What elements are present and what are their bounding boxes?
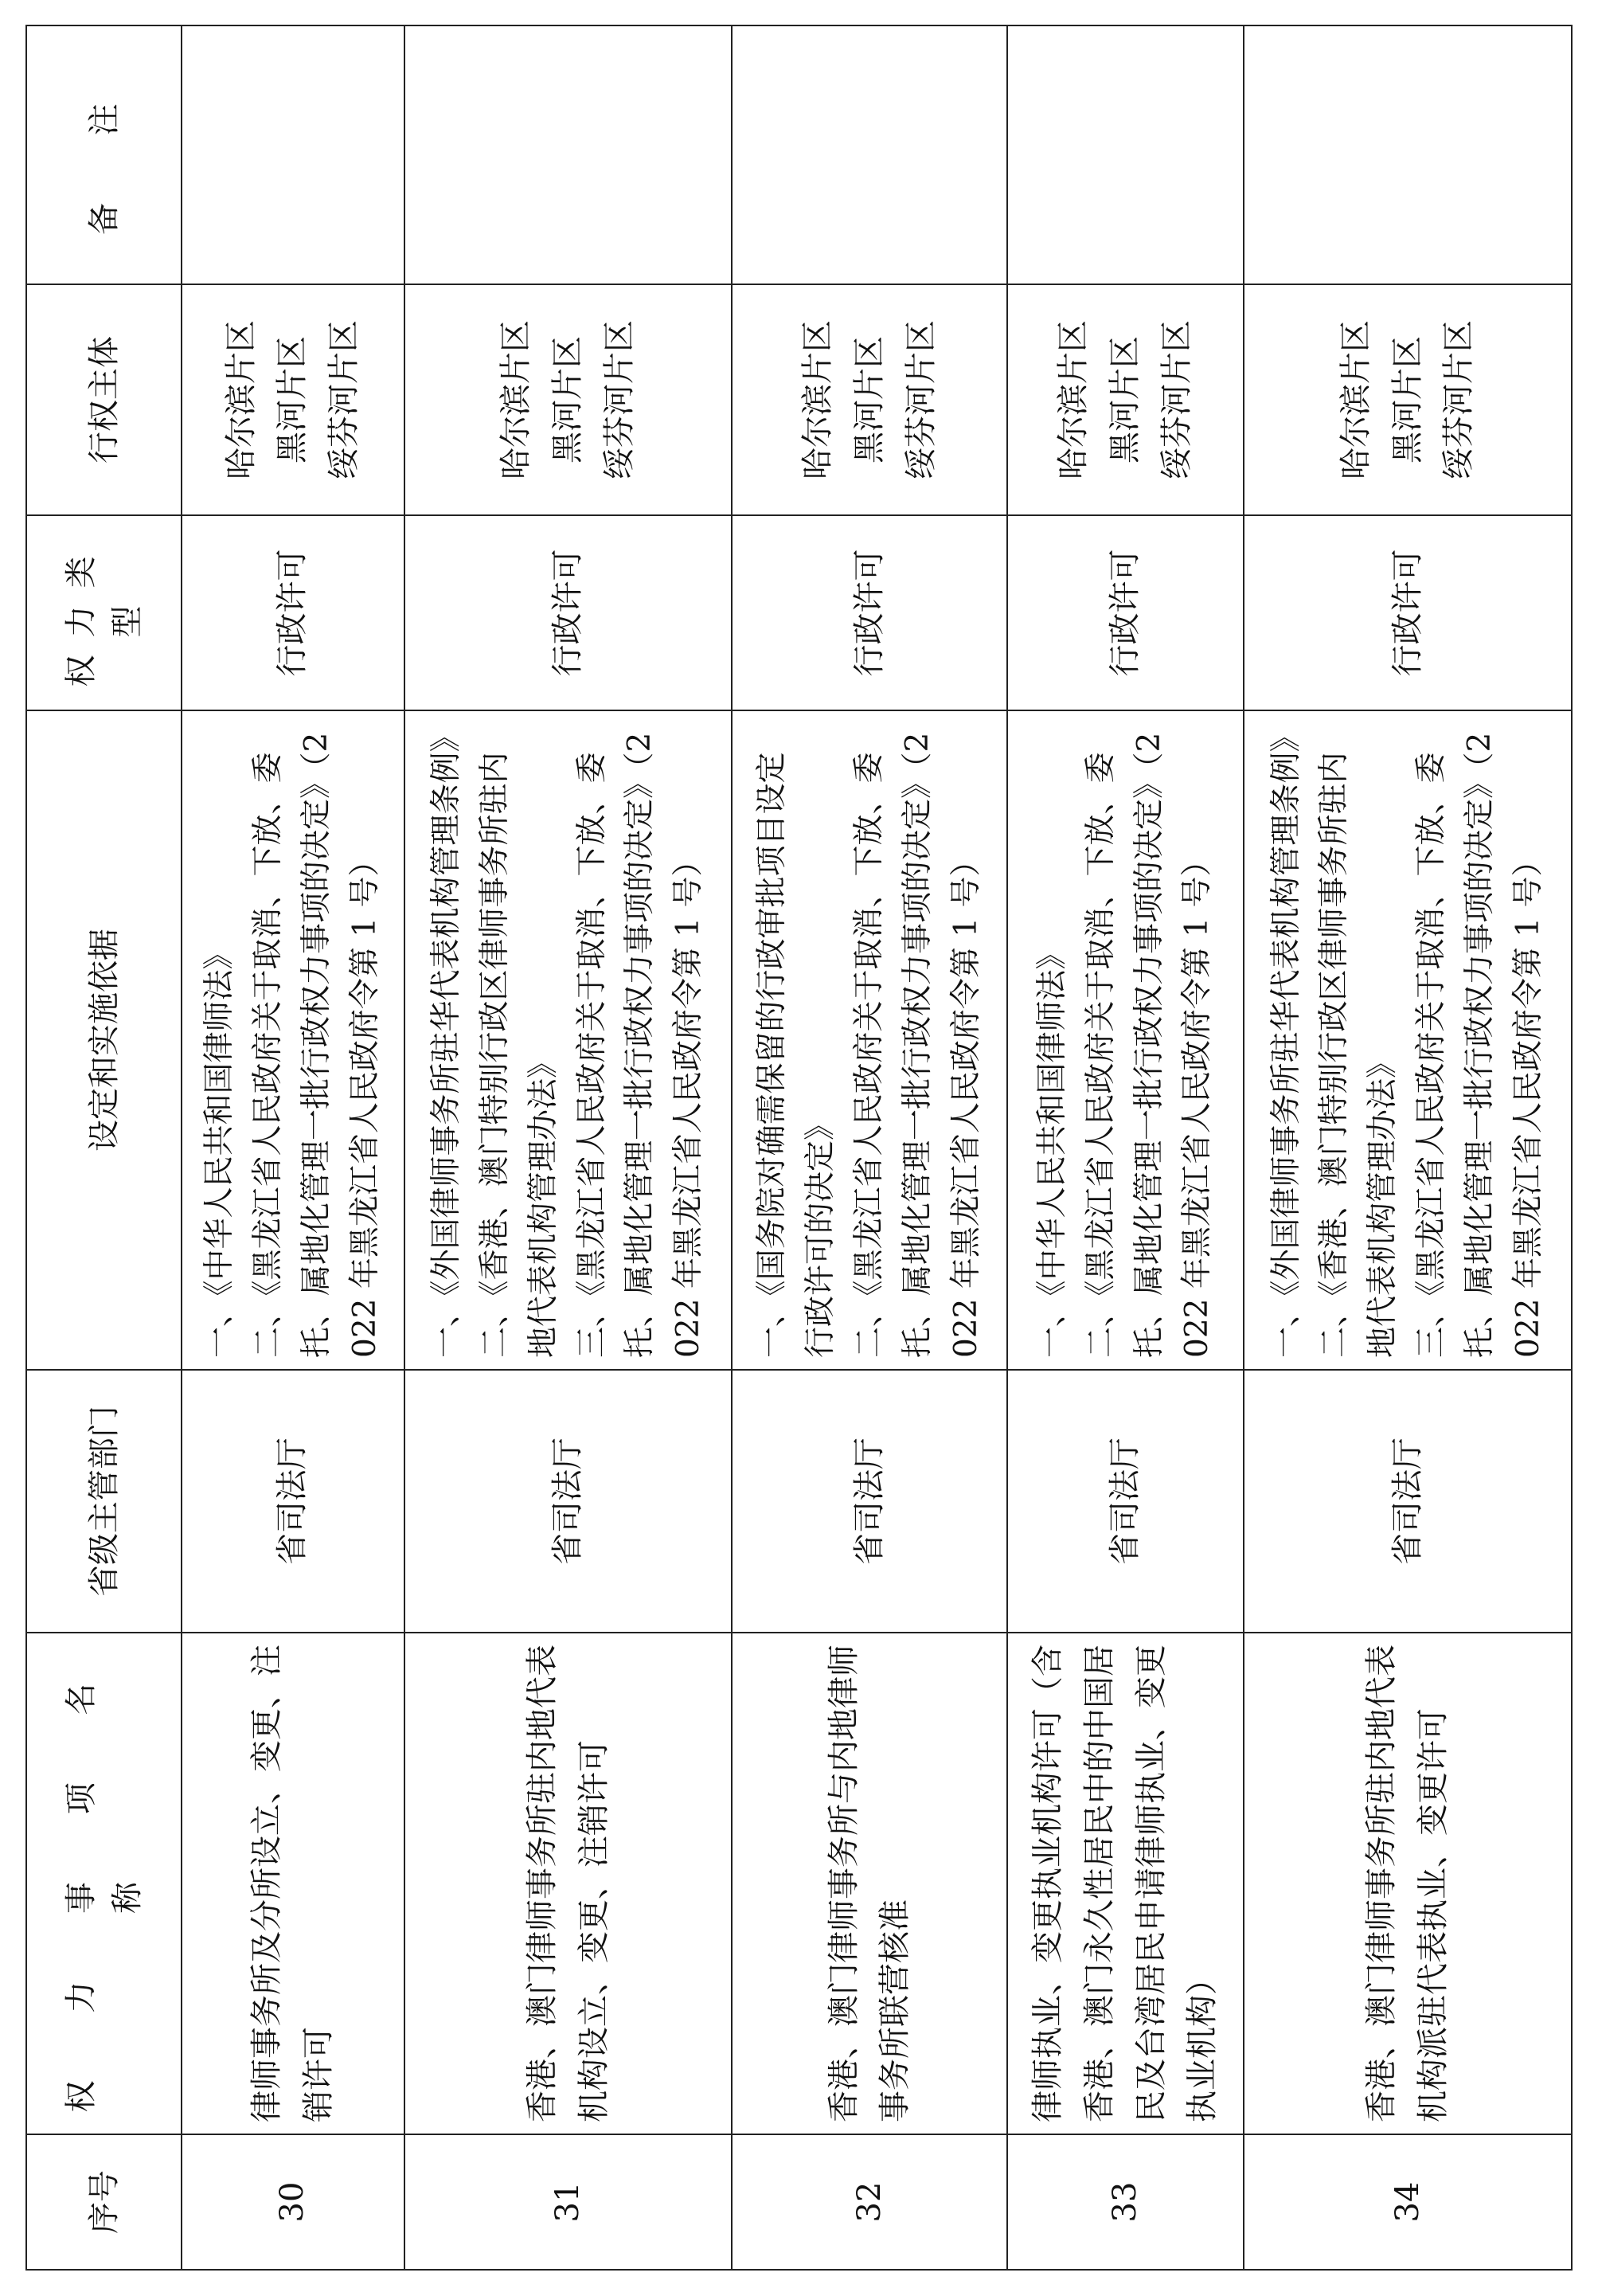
row-basis [182, 710, 404, 1370]
basis-item: 一、《国务院对确需保留的行政审批项目设定行政许可的决定》 [754, 752, 839, 1358]
row-subject [732, 284, 1007, 515]
subject-item: 哈尔滨片区 [222, 320, 260, 479]
subject-item: 黑河片区 [274, 336, 311, 464]
table-body [182, 25, 1572, 2270]
row-seq: 34 [1244, 2134, 1572, 2270]
row-subject [1007, 284, 1244, 515]
row-remark [404, 25, 733, 284]
header-type: 权力类型 [26, 515, 182, 710]
subject-item: 绥芬河片区 [1158, 320, 1196, 479]
row-remark [182, 25, 404, 284]
basis-item: 二、《香港、澳门特别行政区律师事务所驻内地代表机构管理办法》 [1316, 752, 1401, 1358]
subject-item: 黑河片区 [850, 336, 888, 464]
row-basis [1007, 710, 1244, 1370]
subject-item: 哈尔滨片区 [799, 320, 837, 479]
row-type: 行政许可 [1007, 515, 1244, 710]
header-seq: 序号 [26, 2134, 182, 2270]
row-type: 行政许可 [1244, 515, 1572, 710]
basis-item: 二、《黑龙江省人民政府关于取消、下放、委托、属地化管理一批行政权力事项的决定》（2022 年黑龙江省人民政府令第 1 号） [850, 732, 984, 1358]
header-subject: 行权主体 [26, 284, 182, 515]
row-seq: 31 [404, 2134, 733, 2270]
basis-item: 二、《香港、澳门特别行政区律师事务所驻内地代表机构管理办法》 [476, 752, 561, 1358]
basis-item: 二、《黑龙江省人民政府关于取消、下放、委托、属地化管理一批行政权力事项的决定》（2022 年黑龙江省人民政府令第 1 号） [249, 732, 383, 1358]
row-subject [404, 284, 733, 515]
subject-item: 绥芬河片区 [1440, 320, 1478, 479]
row-subject [1244, 284, 1572, 515]
row-seq: 32 [732, 2134, 1007, 2270]
subject-item: 哈尔滨片区 [498, 320, 535, 479]
basis-item: 一、《外国律师事务所驻华代表机构管理条例》 [428, 721, 465, 1358]
basis-item: 三、《黑龙江省人民政府关于取消、下放、委托、属地化管理一批行政权力事项的决定》（2022 年黑龙江省人民政府令第 1 号） [1413, 732, 1546, 1358]
subject-item: 绥芬河片区 [902, 320, 940, 479]
row-seq: 30 [182, 2134, 404, 2270]
row-type: 行政许可 [182, 515, 404, 710]
row-dept: 省司法厅 [1244, 1370, 1572, 1633]
row-basis [732, 710, 1007, 1370]
row-remark [732, 25, 1007, 284]
row-basis [1244, 710, 1572, 1370]
subject-item: 绥芬河片区 [326, 320, 363, 479]
row-name: 香港、澳门律师事务所与内地律师事务所联营核准 [732, 1633, 1007, 2134]
table-row [1007, 25, 1244, 2270]
subject-item: 黑河片区 [1107, 336, 1144, 464]
row-dept: 省司法厅 [732, 1370, 1007, 1633]
table-row [182, 25, 404, 2270]
table-row [732, 25, 1007, 2270]
row-remark [1244, 25, 1572, 284]
header-remark: 备 注 [26, 25, 182, 284]
power-items-table [25, 25, 1573, 2271]
row-subject [182, 284, 404, 515]
table-header-row [26, 25, 182, 2270]
subject-item: 黑河片区 [1389, 336, 1426, 464]
row-seq: 33 [1007, 2134, 1244, 2270]
row-remark [1007, 25, 1244, 284]
row-dept: 省司法厅 [182, 1370, 404, 1633]
basis-item: 二、《黑龙江省人民政府关于取消、下放、委托、属地化管理一批行政权力事项的决定》（2022 年黑龙江省人民政府令第 1 号） [1082, 732, 1216, 1358]
row-dept: 省司法厅 [1007, 1370, 1244, 1633]
subject-item: 绥芬河片区 [600, 320, 638, 479]
table-row [404, 25, 733, 2270]
row-type: 行政许可 [732, 515, 1007, 710]
row-name: 律师执业、变更执业机构许可（含香港、澳门永久性居民中的中国居民及台湾居民申请律师执业、变更执业机构） [1007, 1633, 1244, 2134]
row-dept: 省司法厅 [404, 1370, 733, 1633]
header-basis: 设定和实施依据 [26, 710, 182, 1370]
header-dept: 省级主管部门 [26, 1370, 182, 1633]
row-name: 律师事务所及分所设立、变更、注销许可 [182, 1633, 404, 2134]
table-row [1244, 25, 1572, 2270]
row-name: 香港、澳门律师事务所驻内地代表机构设立、变更、注销许可 [404, 1633, 733, 2134]
basis-item: 一、《外国律师事务所驻华代表机构管理条例》 [1268, 721, 1304, 1358]
basis-item: 一、《中华人民共和国律师法》 [201, 938, 238, 1358]
subject-item: 哈尔滨片区 [1055, 320, 1092, 479]
basis-item: 一、《中华人民共和国律师法》 [1034, 938, 1070, 1358]
subject-item: 哈尔滨片区 [1337, 320, 1374, 479]
basis-item: 三、《黑龙江省人民政府关于取消、下放、委托、属地化管理一批行政权力事项的决定》（2022 年黑龙江省人民政府令第 1 号） [573, 732, 707, 1358]
row-basis [404, 710, 733, 1370]
header-name: 权 力 事 项 名 称 [26, 1633, 182, 2134]
row-type: 行政许可 [404, 515, 733, 710]
subject-item: 黑河片区 [549, 336, 587, 464]
row-name: 香港、澳门律师事务所驻内地代表机构派驻代表执业、变更许可 [1244, 1633, 1572, 2134]
